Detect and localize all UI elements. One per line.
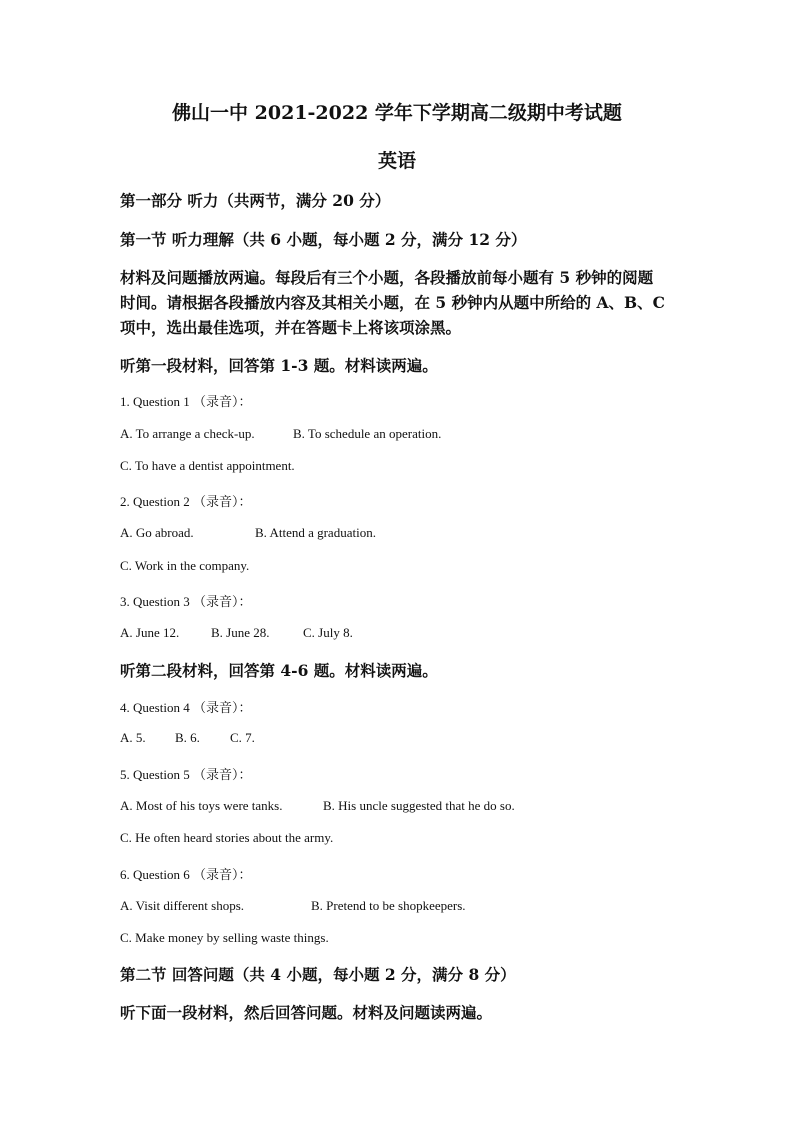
group1-heading: 听第一段材料，回答第 1-3 题。材料读两遍。 [120, 356, 438, 375]
instruction-line-3: 项中，选出最佳选项，并在答题卡上将该项涂黑。 [120, 318, 462, 337]
question-4-option-b: B. 6. [175, 730, 200, 745]
part1-heading: 第一部分 听力（共两节，满分 20 分） [120, 191, 391, 210]
question-2-option-a: A. Go abroad. [120, 525, 194, 540]
question-5-option-c: C. He often heard stories about the army. [120, 830, 334, 845]
instruction-line-1: 材料及问题播放两遍。每段后有三个小题，各段播放前每小题有 5 秒钟的阅题 [120, 268, 654, 287]
section2-heading: 第二节 回答问题（共 4 小题，每小题 2 分，满分 8 分） [120, 965, 516, 984]
section2-instruction: 听下面一段材料，然后回答问题。材料及问题读两遍。 [120, 1003, 493, 1022]
question-6-option-a: A. Visit different shops. [120, 898, 245, 913]
question-3-option-a: A. June 12. [120, 625, 180, 640]
question-4-option-c: C. 7. [230, 730, 255, 745]
exam-title: 佛山一中 2021-2022 学年下学期高二级期中考试题 [172, 102, 622, 124]
question-1-option-c: C. To have a dentist appointment. [120, 458, 295, 473]
question-2-option-b: B. Attend a graduation. [255, 525, 376, 540]
question-3-stem: 3. Question 3 （录音）： [120, 594, 252, 609]
group2-heading: 听第二段材料，回答第 4-6 题。材料读两遍。 [120, 661, 438, 680]
question-6-stem: 6. Question 6 （录音）： [120, 867, 252, 882]
question-5-option-a: A. Most of his toys were tanks. [120, 798, 283, 813]
question-5-stem: 5. Question 5 （录音）： [120, 767, 252, 782]
question-5-option-b: B. His uncle suggested that he do so. [323, 798, 515, 813]
question-1-option-a: A. To arrange a check-up. [120, 426, 255, 441]
question-4-option-a: A. 5. [120, 730, 146, 745]
question-3-option-b: B. June 28. [211, 625, 270, 640]
question-2-option-c: C. Work in the company. [120, 558, 250, 573]
question-6-option-b: B. Pretend to be shopkeepers. [311, 898, 466, 913]
question-1-option-b: B. To schedule an operation. [293, 426, 442, 441]
instruction-line-2: 时间。请根据各段播放内容及其相关小题，在 5 秒钟内从题中所给的 A、B、C [120, 293, 665, 312]
question-4-stem: 4. Question 4 （录音）： [120, 700, 252, 715]
question-3-option-c: C. July 8. [303, 625, 353, 640]
question-2-stem: 2. Question 2 （录音）： [120, 494, 252, 509]
question-1-stem: 1. Question 1 （录音）： [120, 394, 252, 409]
question-6-option-c: C. Make money by selling waste things. [120, 930, 329, 945]
section1-heading: 第一节 听力理解（共 6 小题，每小题 2 分，满分 12 分） [120, 230, 527, 249]
subject-title: 英语 [377, 150, 416, 172]
